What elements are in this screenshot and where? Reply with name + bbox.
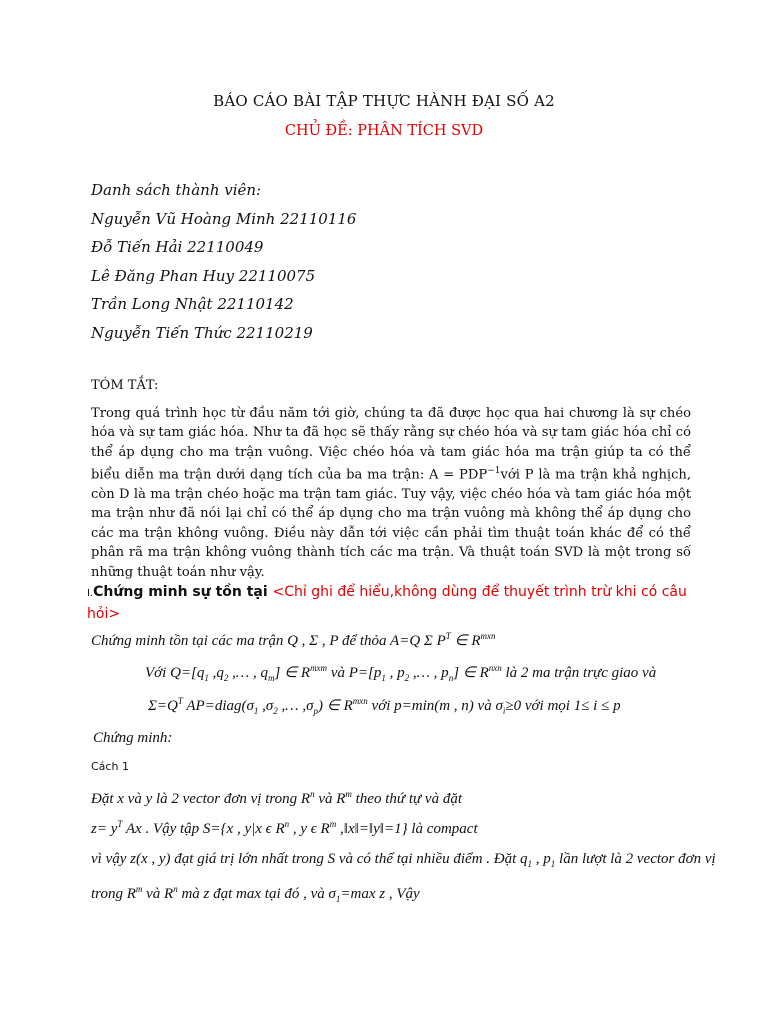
method-label: Cách 1 — [91, 760, 129, 773]
report-subtitle: CHỦ ĐỀ: PHÂN TÍCH SVD — [284, 123, 484, 139]
section-heading — [87, 582, 697, 624]
proof-line-3: vì vậy z(x , y) đạt giá trị lớn nhất trong S và có thể tại nhiều điểm . Đặt $q_1$ , $p_1$ lần lượt là 2 vector đơn vị — [91, 851, 716, 869]
members-heading: Danh sách thành viên: — [91, 181, 262, 199]
proof-line-4: trong $R^m$ và $R^n$ mà z đạt max tại đó , và $\sigma_1=\max$ z , Vậy — [91, 884, 420, 904]
member-item: Nguyễn Tiến Thức 22110219 — [91, 324, 313, 342]
proof-heading: Chứng minh: — [93, 730, 173, 746]
theorem-statement: Chứng minh tồn tại các ma trận Q , Σ , P để thỏa A=Q Σ $P^T$ ∈ $R^{mxn}$ — [91, 631, 496, 649]
member-item: Đỗ Tiến Hải 22110049 — [91, 238, 264, 256]
member-item: Trần Long Nhật 22110142 — [91, 295, 294, 313]
member-item: Lê Đăng Phan Huy 22110075 — [91, 267, 316, 285]
summary-heading: TÓM TẮT: — [91, 378, 159, 393]
summary-text-after: với P là ma trận khả nghịch, còn D là ma trận chéo hoặc ma trận tam giác. Tuy vậy, việc chéo hóa và tam giác hóa một ma trận như đã nói lại chỉ có thể áp dụng cho ma trận vuông mà không thể áp dụng cho các ma trận không vuông. Điều này dẫn tới việc cần phải tìm thuật toán khác để có thể phân rã ma trận không vuông thành tích các ma trận. Và thuật toán SVD là một trong số những thuật toán như vậy. — [91, 467, 692, 580]
section-number: I. — [87, 588, 94, 599]
member-item: Nguyễn Vũ Hoàng Minh 22110116 — [91, 210, 357, 228]
proof-line-1: Đặt x và y là 2 vector đơn vị trong $R^n$ và $R^m$ theo thứ tự và đặt — [91, 789, 462, 807]
sigma-definition: $\Sigma=Q^T$ $AP=diag(\sigma_1$ $,\sigma_2$ ,… $,\sigma_p$) ∈ $R^{mxn}$ với p=min(m , n) và $\sigma_i\ge 0$ với mọi 1≤ i ≤ p — [148, 696, 621, 716]
section-note: <Chỉ ghi để hiểu,không dùng để thuyết trình trừ khi có câu hỏi> — [87, 584, 687, 622]
inverse-exponent: −1 — [487, 466, 501, 477]
proof-line-2: $z= y^T$ Ax . Vậy tập S={x , y|x ϵ $R^n$ , y ϵ $R^m$ ,‖x‖=‖y‖=1} là compact — [91, 819, 478, 837]
summary-text-before: Trong quá trình học từ đầu năm tới giờ, chúng ta đã được học qua hai chương là sự chéo hóa và sự tam giác hóa. Như ta đã học sẽ thấy rằng sự chéo hóa và sự tam giác hóa chỉ có thể áp dụng cho ma trận vuông. Việc chéo hóa và tam giác hóa ma trận giúp ta có thể biểu diễn ma trận dưới dạng tích của ba ma trận: A = PDP — [91, 406, 691, 483]
orthogonal-matrices-def: Với $Q=[q_1$ $,q_2$ ,… , $q_m$] ∈ $R^{mxm}$ và $P=[p_1$ , $p_2$ ,… , $p_n$] ∈ $R^{nxn}$ là 2 ma trận trực giao và — [145, 663, 657, 683]
section-title: Chứng minh sự tồn tại — [93, 584, 273, 600]
report-title: BÁO CÁO BÀI TẬP THỰC HÀNH ĐẠI SỐ A2 — [213, 92, 555, 110]
summary-paragraph — [91, 404, 691, 582]
